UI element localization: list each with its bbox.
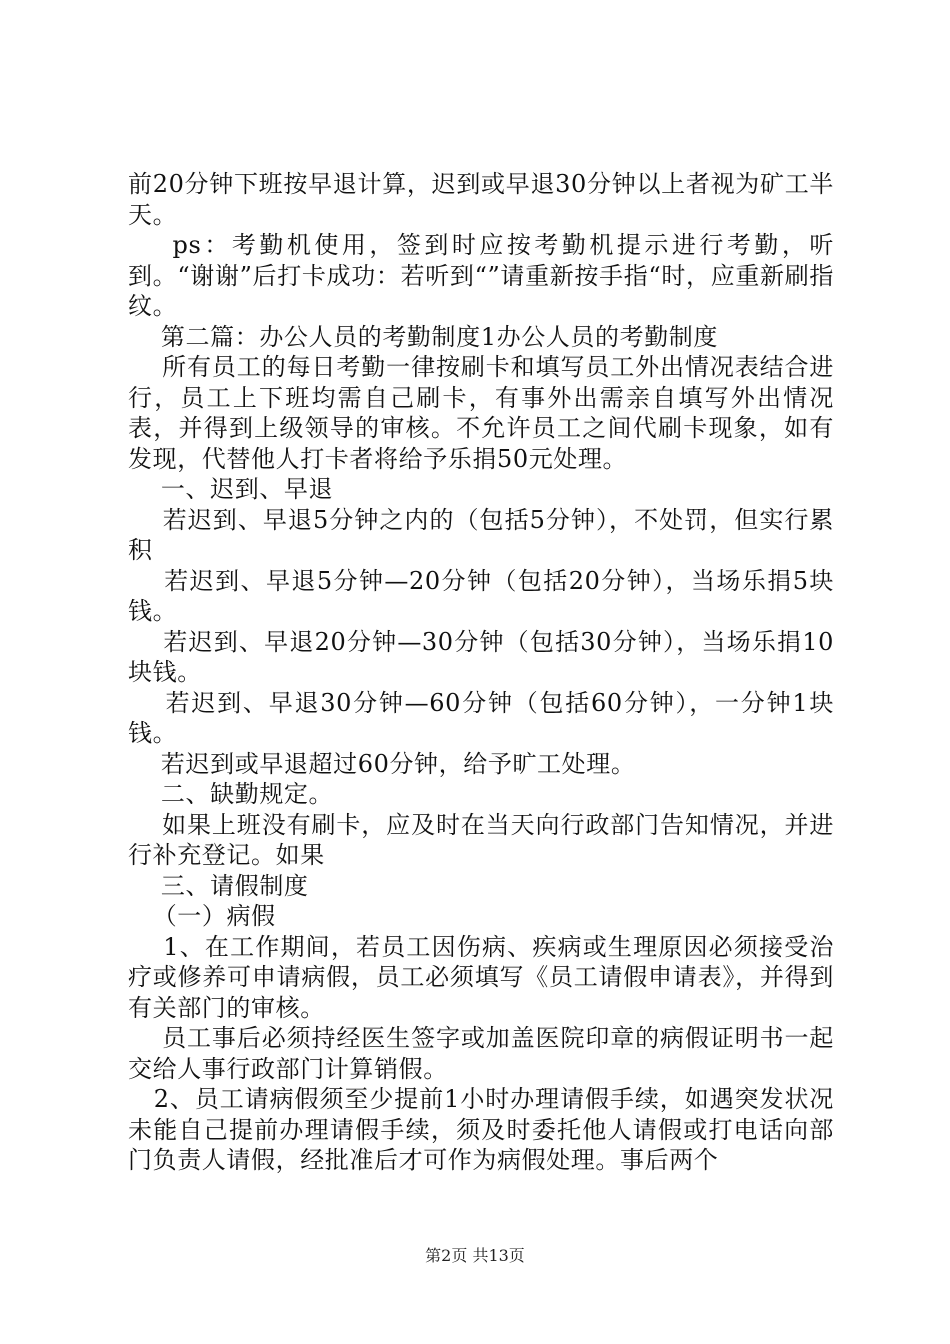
- paragraph: 所有员工的每日考勤一律按刷卡和填写员工外出情况表结合进行，员工上下班均需自己刷卡，有事外出需亲自填写外出情况表，并得到上级领导的审核。不允许员工之间代刷卡现象，如有发现，代替他人打卡者将给予乐捐50元处理。: [128, 353, 834, 473]
- document-body: [128, 169, 834, 1176]
- paragraph: 若迟到、早退20分钟—30分钟（包括30分钟），当场乐捐10块钱。: [128, 627, 835, 686]
- paragraph: 2、员工请病假须至少提前1小时办理请假手续，如遇突发状况未能自己提前办理请假手续，须及时委托他人请假或打电话向部门负责人请假，经批准后才可作为病假处理。事后两个: [128, 1085, 834, 1174]
- page-footer: 第2页 共13页: [425, 1246, 525, 1265]
- paragraph: 员工事后必须持经医生签字或加盖医院印章的病假证明书一起交给人事行政部门计算销假。: [128, 1024, 834, 1083]
- section-heading: 一、迟到、早退: [128, 475, 334, 503]
- paragraph: 1、在工作期间，若员工因伤病、疾病或生理原因必须接受治疗或修养可申请病假，员工必须填写《员工请假申请表》，并得到有关部门的审核。: [128, 932, 834, 1022]
- paragraph: 前20分钟下班按早退计算，迟到或早退30分钟以上者视为矿工半天。: [128, 170, 834, 229]
- paragraph: ps：考勤机使用，签到时应按考勤机提示进行考勤，听到。“谢谢”后打卡成功：若听到“”请重新按手指“时，应重新刷指纹。: [128, 231, 834, 320]
- paragraph: 第二篇：办公人员的考勤制度1办公人员的考勤制度: [128, 322, 718, 351]
- section-heading: 二、缺勤规定。: [128, 780, 334, 808]
- paragraph: 如果上班没有刷卡，应及时在当天向行政部门告知情况，并进行补充登记。如果: [128, 810, 834, 869]
- subsection-heading: （一）病假: [128, 902, 276, 930]
- paragraph: 若迟到、早退5分钟—20分钟（包括20分钟），当场乐捐5块钱。: [128, 566, 835, 625]
- section-heading: 三、请假制度: [128, 871, 309, 900]
- paragraph: 若迟到或早退超过60分钟，给予旷工处理。: [128, 749, 636, 778]
- paragraph: 若迟到、早退5分钟之内的（包括5分钟），不处罚，但实行累积: [128, 505, 835, 564]
- paragraph: 若迟到、早退30分钟—60分钟（包括60分钟），一分钟1块钱。: [128, 688, 834, 747]
